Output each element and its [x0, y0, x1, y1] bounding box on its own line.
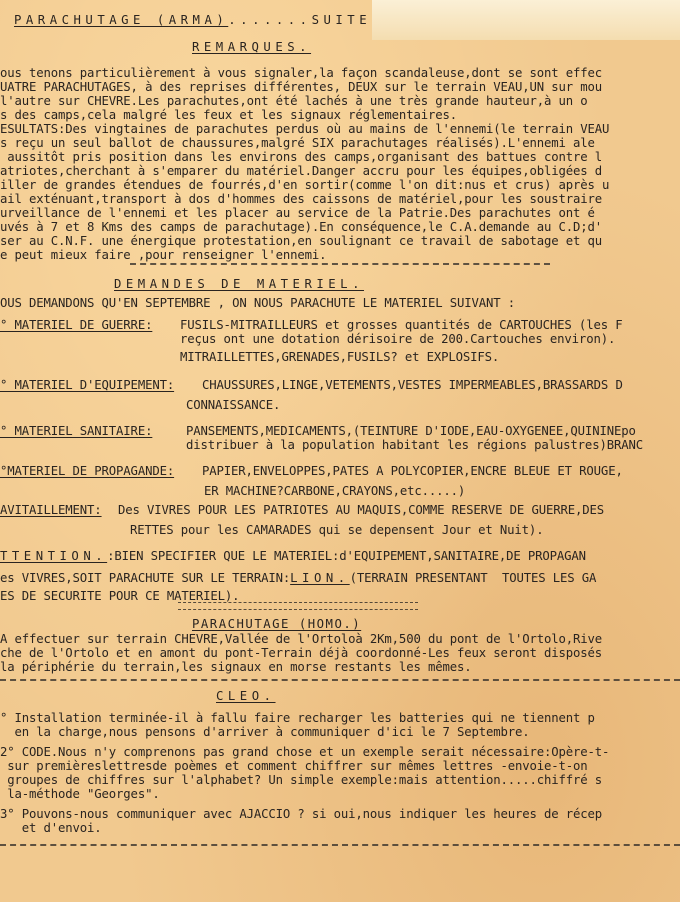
homo-line: la périphérie du terrain,les signaux en morse restants les mêmes.: [0, 660, 472, 674]
remarques-line: urveillance de l'ennemi et les placer au service de la Patrie.Des parachutes ont é: [0, 206, 595, 220]
remarques-line: uvés à 7 et 8 Kms des camps de parachutage).En conséquence,le C.A.demande au C.D;d': [0, 220, 603, 234]
cleo-line: et d'envoi.: [0, 821, 102, 835]
item-text: MITRAILLETTES,GRENADES,FUSILS? et EXPLOSIFS.: [180, 350, 500, 364]
item-text: PAPIER,ENVELOPPES,PATES A POLYCOPIER,ENCRE BLEUE ET ROUGE,: [202, 464, 623, 478]
item-text: reçus ont une dotation dérisoire de 200.Cartouches environ).: [180, 332, 616, 346]
section-divider: [0, 679, 680, 681]
remarques-line: UATRE PARACHUTAGES, à des reprises différentes, DEUX sur le terrain VEAU,UN sur mou: [0, 80, 603, 94]
cleo-line: groupes de chiffres sur l'alphabet? Un simple exemple:mais attention.....chiffré s: [0, 773, 603, 787]
remarques-line: l'autre sur CHEVRE.Les parachutes,ont été lachés à une très grande hauteur,à un o: [0, 94, 588, 108]
section-divider: [0, 844, 680, 846]
item-text: FUSILS-MITRAILLEURS et grosses quantités de CARTOUCHES (les F: [180, 318, 623, 332]
remarques-line: e peut mieux faire ,pour renseigner l'ennemi.: [0, 248, 327, 262]
demandes-heading: DEMANDES DE MATERIEL.: [114, 277, 364, 291]
cleo-heading: CLEO.: [216, 689, 276, 703]
item-text: distribuer à la population habitant les régions palustres)BRANC: [186, 438, 643, 452]
section-divider: [130, 263, 550, 265]
item-label: °MATERIEL DE PROPAGANDE:: [0, 464, 175, 478]
section-divider: [178, 602, 418, 610]
terrain-lion: LION.: [290, 571, 350, 585]
attention-line: es VIVRES,SOIT PARACHUTE SUR LE TERRAIN:LION.(TERRAIN PRESENTANT TOUTES LES GA: [0, 571, 597, 585]
remarques-line: atriotes,cherchant à s'emparer du matériel.Danger accru pour les équipes,obligées d: [0, 164, 603, 178]
remarques-line: ESULTATS:Des vingtaines de parachutes perdus où au mains de l'ennemi(le terrain VEAU: [0, 122, 610, 136]
homo-line: A effectuer sur terrain CHEVRE,Vallée de l'Ortoloà 2Km,500 du pont de l'Ortolo,Rive: [0, 632, 603, 646]
item-text: CHAUSSURES,LINGE,VETEMENTS,VESTES IMPERMEABLES,BRASSARDS D: [202, 378, 623, 392]
remarques-line: aussitôt pris position dans les environs des camps,organisant des battues contre l: [0, 150, 603, 164]
attention-label: TTENTION.: [0, 549, 108, 563]
demandes-intro: OUS DEMANDONS QU'EN SEPTEMBRE , ON NOUS PARACHUTE LE MATERIEL SUIVANT :: [0, 296, 515, 310]
item-label: AVITAILLEMENT:: [0, 503, 102, 517]
cleo-line: 2° CODE.Nous n'y comprenons pas grand chose et un exemple serait nécessaire:Opère-t-: [0, 745, 610, 759]
homo-heading: PARACHUTAGE (HOMO.): [192, 617, 362, 631]
remarques-line: ous tenons particulièrement à vous signaler,la façon scandaleuse,dont se sont effec: [0, 66, 603, 80]
item-text: RETTES pour les CAMARADES qui se depensent Jour et Nuit).: [130, 523, 544, 537]
attention-line: TTENTION.:BIEN SPECIFIER QUE LE MATERIEL:d'EQUIPEMENT,SANITAIRE,DE PROPAGAN: [0, 549, 586, 563]
cleo-line: sur premièreslettresde poèmes et comment chiffrer sur mêmes lettres -envoie-t-on: [0, 759, 588, 773]
cleo-line: 3° Pouvons-nous communiquer avec AJACCIO ? si oui,nous indiquer les heures de récep: [0, 807, 603, 821]
attention-line: ES DE SECURITE POUR CE MATERIEL).: [0, 589, 240, 603]
remarques-line: s des camps,cela malgré les feux et les signaux réglementaires.: [0, 108, 457, 122]
item-label: ° MATERIEL DE GUERRE:: [0, 318, 153, 332]
title-text: PARACHUTAGE (ARMA): [14, 13, 229, 27]
item-label: ° MATERIEL SANITAIRE:: [0, 424, 153, 438]
cleo-line: en la charge,nous pensons d'arriver à communiquer d'ici le 7 Septembre.: [0, 725, 530, 739]
remarques-heading: REMARQUES.: [192, 40, 312, 54]
item-text: PANSEMENTS,MEDICAMENTS,(TEINTURE D'IODE,EAU-OXYGENEE,QUININEpo: [186, 424, 636, 438]
document-title: [14, 13, 371, 27]
suite-label: SUITE: [311, 13, 372, 27]
remarques-line: ail exténuant,transport à dos d'hommes des caissons de matériel,pour les soustraire: [0, 192, 603, 206]
item-text: ER MACHINE?CARBONE,CRAYONS,etc.....): [204, 484, 466, 498]
item-text: CONNAISSANCE.: [186, 398, 281, 412]
remarques-line: ser au C.N.F. une énergique protestation,en soulignant ce travail de sabotage et qu: [0, 234, 603, 248]
cleo-line: la-méthode "Georges".: [0, 787, 160, 801]
title-dots: .......: [228, 13, 312, 27]
remarques-line: iller de grandes étendues de fourrés,d'en sortir(comme l'on dit:nus et crus) après u: [0, 178, 610, 192]
cleo-line: ° Installation terminée-il à fallu faire recharger les batteries qui ne tiennent p: [0, 711, 595, 725]
homo-line: che de l'Ortolo et en amont du pont-Terrain déjà coordonné-Les feux seront disposés: [0, 646, 603, 660]
remarques-line: s reçu un seul ballot de chaussures,malgré SIX parachutages réalisés).L'ennemi ale: [0, 136, 595, 150]
item-text: Des VIVRES POUR LES PATRIOTES AU MAQUIS,COMME RESERVE DE GUERRE,DES: [118, 503, 604, 517]
item-label: ° MATERIEL D'EQUIPEMENT:: [0, 378, 175, 392]
